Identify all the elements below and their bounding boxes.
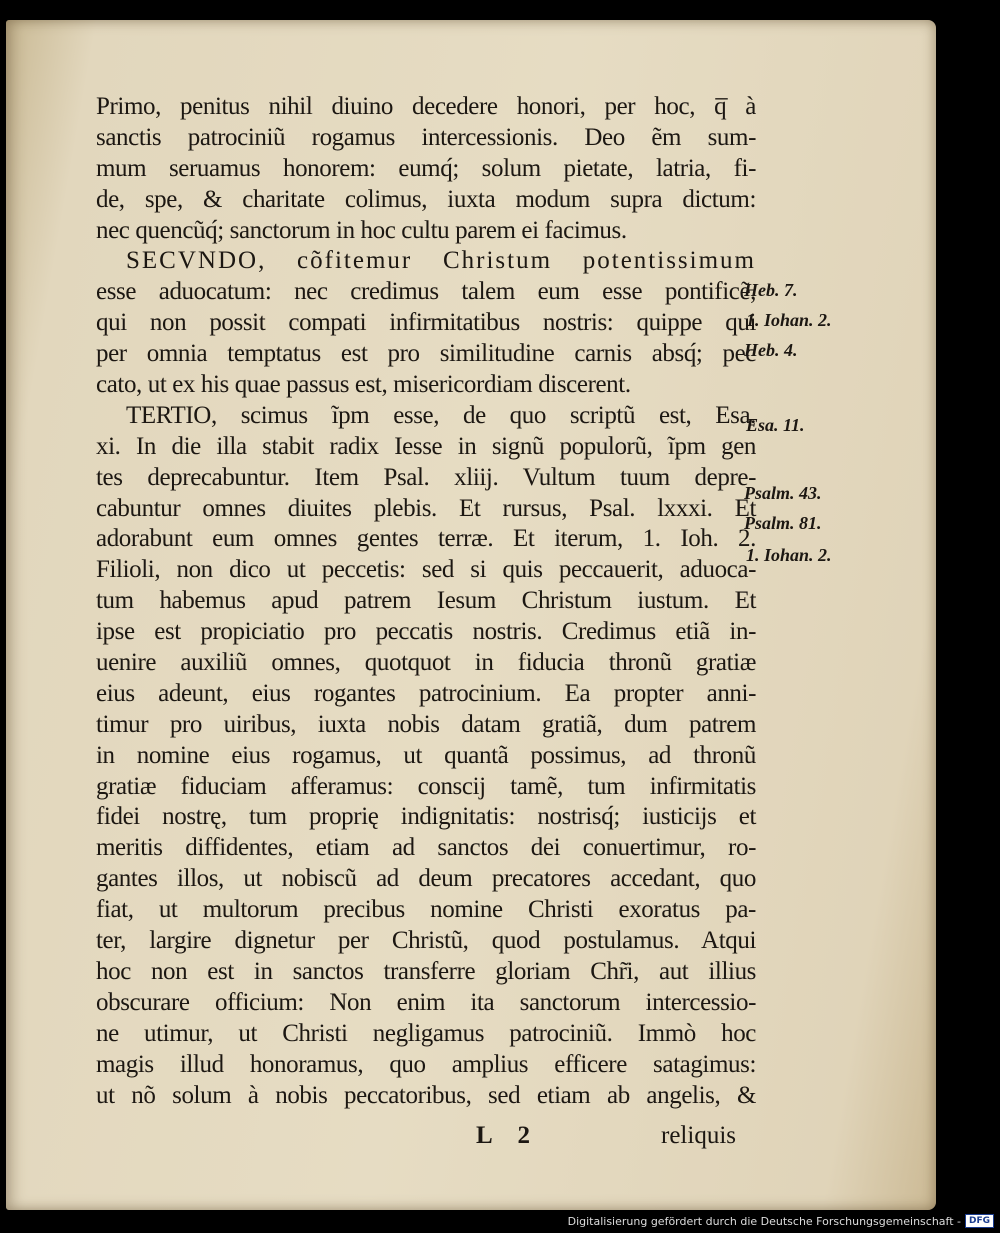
text-line: timur pro uiribus, iuxta nobis datam gratiã, dum patrem [96,710,756,738]
text-line: fidei nostrę, tum proprię indignitatis: nostrisq́; iusticijs et [96,803,756,831]
text-line: gratiæ fiduciam afferamus: conscij tamẽ, tum infirmitatis [96,772,756,800]
text-line: Primo, penitus nihil diuino decedere honori, per hoc, q̅ à [96,93,756,120]
margin-note: 1. Iohan. 2. [746,545,832,565]
text-line: cato, ut ex his quae passus est, misericordiam discerent. [96,371,631,399]
text-line: tum habemus apud patrem Iesum Christum iustum. Et [96,587,756,615]
text-line: TERTIO, scimus ĩpm esse, de quo scriptũ est, Esa. [126,401,756,429]
text-line: esse aduocatum: nec credimus talem eum esse pontificẽ, [96,278,756,306]
text-line: nec quencũq́; sanctorum in hoc cultu parem ei facimus. [96,216,627,244]
text-line: ne utimur, ut Christi negligamus patrociniũ. Immò hoc [96,1019,756,1047]
body-text [96,92,756,1111]
text-line: hoc non est in sanctos transferre gloriam Chr̃i, aut illius [96,957,756,985]
text-line: ipse est propiciatio pro peccatis nostris. Credimus etiã in‐ [96,618,756,646]
digitization-credit [568,1214,994,1228]
credit-text: Digitalisierung gefördert durch die Deutsche Forschungsgemeinschaft - [567,1214,961,1228]
text-line: uenire auxiliũ omnes, quotquot in fiducia thronũ gratiæ [96,649,756,677]
text-line: sanctis patrociniũ rogamus intercessionis. Deo ẽm sum‐ [96,123,756,151]
margin-note: Heb. 4. [744,340,798,360]
catchword: reliquis [661,1122,736,1149]
text-line: SECVNDO, cõfitemur Christum potentissimum [126,247,756,275]
text-line: obscurare officium: Non enim ita sanctorum intercessio‐ [96,988,756,1016]
margin-note: 1. Iohan. 2. [746,310,832,330]
text-line: ut nõ solum à nobis peccatoribus, sed etiam ab angelis, & [96,1081,756,1109]
text-line: mum seruamus honorem: eumq́; solum pietate, latria, fi‐ [96,154,756,182]
text-line: qui non possit compati infirmitatibus nostris: quippe qui [96,309,756,337]
dfg-logo: DFG [965,1214,994,1228]
text-line: magis illud honoramus, quo amplius efficere satagimus: [96,1050,756,1078]
text-line: per omnia temptatus est pro similitudine carnis absq́; pec [96,340,756,368]
margin-note: Psalm. 43. [744,483,822,503]
margin-note: Psalm. 81. [744,513,822,533]
text-line: de, spe, & charitate colimus, iuxta modum supra dictum: [96,185,756,213]
book-page [6,20,936,1210]
text-line: adorabunt eum omnes gentes terræ. Et iterum, 1. Ioh. 2. [96,525,756,553]
margin-note: Heb. 7. [744,280,798,300]
text-line: gantes illos, ut nobiscũ ad deum precatores accedant, quo [96,865,756,893]
text-line: ter, largire dignetur per Christũ, quod postulamus. Atqui [96,927,756,955]
text-line: xi. In die illa stabit radix Iesse in signũ populorũ, ĩpm gen [96,432,756,460]
text-line: tes deprecabuntur. Item Psal. xliij. Vultum tuum depre‐ [96,463,756,491]
text-line: cabuntur omnes diuites plebis. Et rursus, Psal. lxxxi. Et [96,494,756,522]
signature-mark: L 2 [476,1122,541,1149]
text-line: eius adeunt, eius rogantes patrocinium. Ea propter anni‐ [96,679,756,707]
text-line: in nomine eius rogamus, ut quantã possimus, ad thronũ [96,741,756,769]
text-line: meritis diffidentes, etiam ad sanctos dei conuertimur, ro‐ [96,834,756,862]
page-footer [96,1122,736,1154]
text-line: Filioli, non dico ut peccetis: sed si quis peccauerit, aduoca‐ [96,556,756,584]
margin-note: Esa. 11. [746,415,805,435]
text-line: fiat, ut multorum precibus nomine Christi exoratus pa‐ [96,896,756,924]
